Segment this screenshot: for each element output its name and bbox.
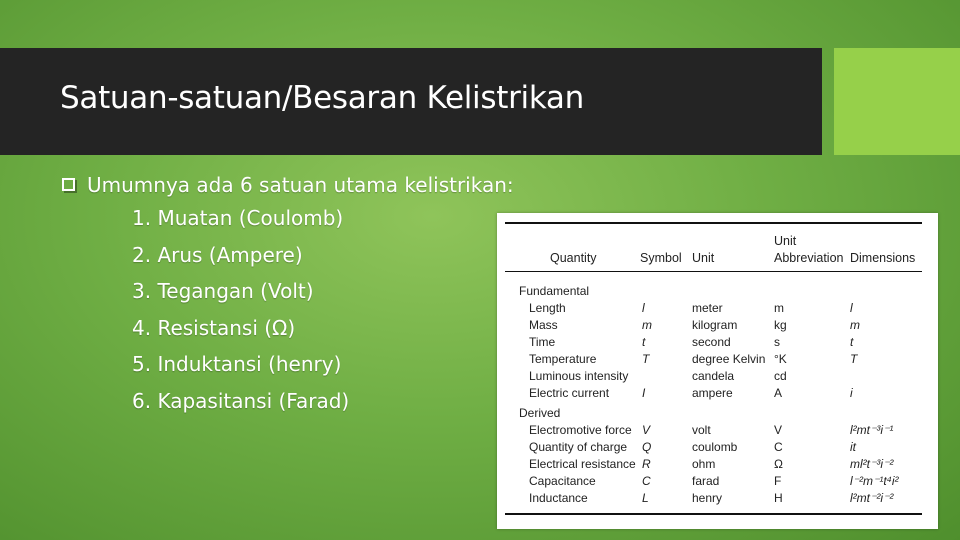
- cell-symbol: Q: [642, 440, 652, 454]
- list-item: 2. Arus (Ampere): [132, 242, 303, 267]
- group-label: Derived: [519, 406, 561, 420]
- table-row: [497, 334, 938, 351]
- cell-quantity: Electromotive force: [529, 423, 632, 437]
- cell-quantity: Mass: [529, 318, 558, 332]
- cell-quantity: Electrical resistance: [529, 457, 636, 471]
- cell-dimensions: l: [850, 301, 853, 315]
- units-table: [497, 213, 938, 529]
- cell-unit: ampere: [692, 386, 733, 400]
- cell-dimensions: l²mt⁻²i⁻²: [850, 491, 894, 505]
- cell-abbrev: °K: [774, 352, 787, 366]
- checkbox-bullet-icon: [62, 178, 75, 191]
- cell-quantity: Length: [529, 301, 566, 315]
- cell-abbrev: s: [774, 335, 780, 349]
- header-quantity: Quantity: [550, 251, 597, 265]
- table-top-rule: [505, 222, 922, 224]
- cell-abbrev: Ω: [774, 457, 783, 471]
- list-item: 5. Induktansi (henry): [132, 352, 342, 376]
- cell-symbol: l: [642, 301, 645, 315]
- cell-dimensions: m: [850, 318, 860, 332]
- table-row: [497, 385, 938, 402]
- cell-quantity: Quantity of charge: [529, 440, 628, 454]
- cell-unit: kilogram: [692, 318, 738, 332]
- accent-block: [834, 48, 960, 155]
- cell-symbol: C: [642, 474, 651, 488]
- cell-symbol: t: [642, 335, 646, 349]
- cell-symbol: I: [642, 386, 646, 400]
- table-row: [497, 300, 938, 317]
- cell-symbol: V: [642, 423, 651, 437]
- cell-unit: degree Kelvin: [692, 352, 766, 366]
- cell-unit: henry: [692, 491, 723, 505]
- cell-quantity: Temperature: [529, 352, 597, 366]
- cell-abbrev: A: [774, 386, 783, 400]
- table-row: [497, 439, 938, 456]
- group-label: Fundamental: [519, 284, 590, 298]
- cell-unit: meter: [692, 301, 723, 315]
- table-bottom-rule: [505, 513, 922, 515]
- cell-unit: second: [692, 335, 731, 349]
- table-row: [497, 368, 938, 385]
- table-row: [497, 473, 938, 490]
- table-row: [497, 422, 938, 439]
- table-row: [497, 351, 938, 368]
- slide-title: Satuan-satuan/Besaran Kelistrikan: [60, 80, 584, 116]
- cell-dimensions: l²mt⁻³i⁻¹: [850, 423, 894, 437]
- cell-symbol: T: [642, 352, 650, 366]
- header-abbrev-line1: Unit: [774, 234, 797, 248]
- cell-quantity: Luminous intensity: [529, 369, 629, 383]
- cell-symbol: L: [642, 491, 649, 505]
- cell-quantity: Time: [529, 335, 556, 349]
- cell-unit: candela: [692, 369, 735, 383]
- cell-abbrev: F: [774, 474, 782, 488]
- cell-dimensions: t: [850, 335, 854, 349]
- cell-unit: volt: [692, 423, 711, 437]
- header-dimensions: Dimensions: [850, 251, 916, 265]
- cell-abbrev: cd: [774, 369, 787, 383]
- cell-dimensions: i: [850, 386, 853, 400]
- unit-list: [132, 205, 349, 424]
- group-derived: [497, 405, 938, 422]
- cell-dimensions: ml²t⁻³i⁻²: [850, 457, 894, 471]
- list-item: 4. Resistansi (Ω): [132, 315, 296, 340]
- header-abbrev-line2: Abbreviation: [774, 251, 844, 265]
- header-unit: Unit: [692, 251, 715, 265]
- list-item: 1. Muatan (Coulomb): [132, 206, 344, 230]
- cell-unit: ohm: [692, 457, 716, 471]
- bullet-line: [62, 173, 514, 197]
- cell-quantity: Inductance: [529, 491, 588, 505]
- cell-abbrev: kg: [774, 318, 787, 332]
- cell-dimensions: l⁻²m⁻¹t⁴i²: [850, 474, 899, 488]
- cell-quantity: Capacitance: [529, 474, 596, 488]
- list-item: 6. Kapasitansi (Farad): [132, 388, 350, 413]
- cell-dimensions: it: [850, 440, 856, 454]
- cell-dimensions: T: [850, 352, 858, 366]
- cell-quantity: Electric current: [529, 386, 610, 400]
- cell-abbrev: C: [774, 440, 783, 454]
- table-row: [497, 317, 938, 334]
- cell-abbrev: V: [774, 423, 783, 437]
- cell-symbol: R: [642, 457, 651, 471]
- header-symbol: Symbol: [640, 251, 682, 265]
- table-header-rule: [505, 271, 922, 272]
- cell-symbol: m: [642, 318, 652, 332]
- group-fundamental: [497, 283, 938, 300]
- bullet-text: Umumnya ada 6 satuan utama kelistrikan:: [87, 173, 514, 197]
- list-item: 3. Tegangan (Volt): [132, 279, 314, 303]
- table-row: [497, 456, 938, 473]
- table-row: [497, 490, 938, 507]
- cell-unit: farad: [692, 474, 720, 488]
- cell-abbrev: m: [774, 301, 784, 315]
- cell-unit: coulomb: [692, 440, 738, 454]
- cell-abbrev: H: [774, 491, 783, 505]
